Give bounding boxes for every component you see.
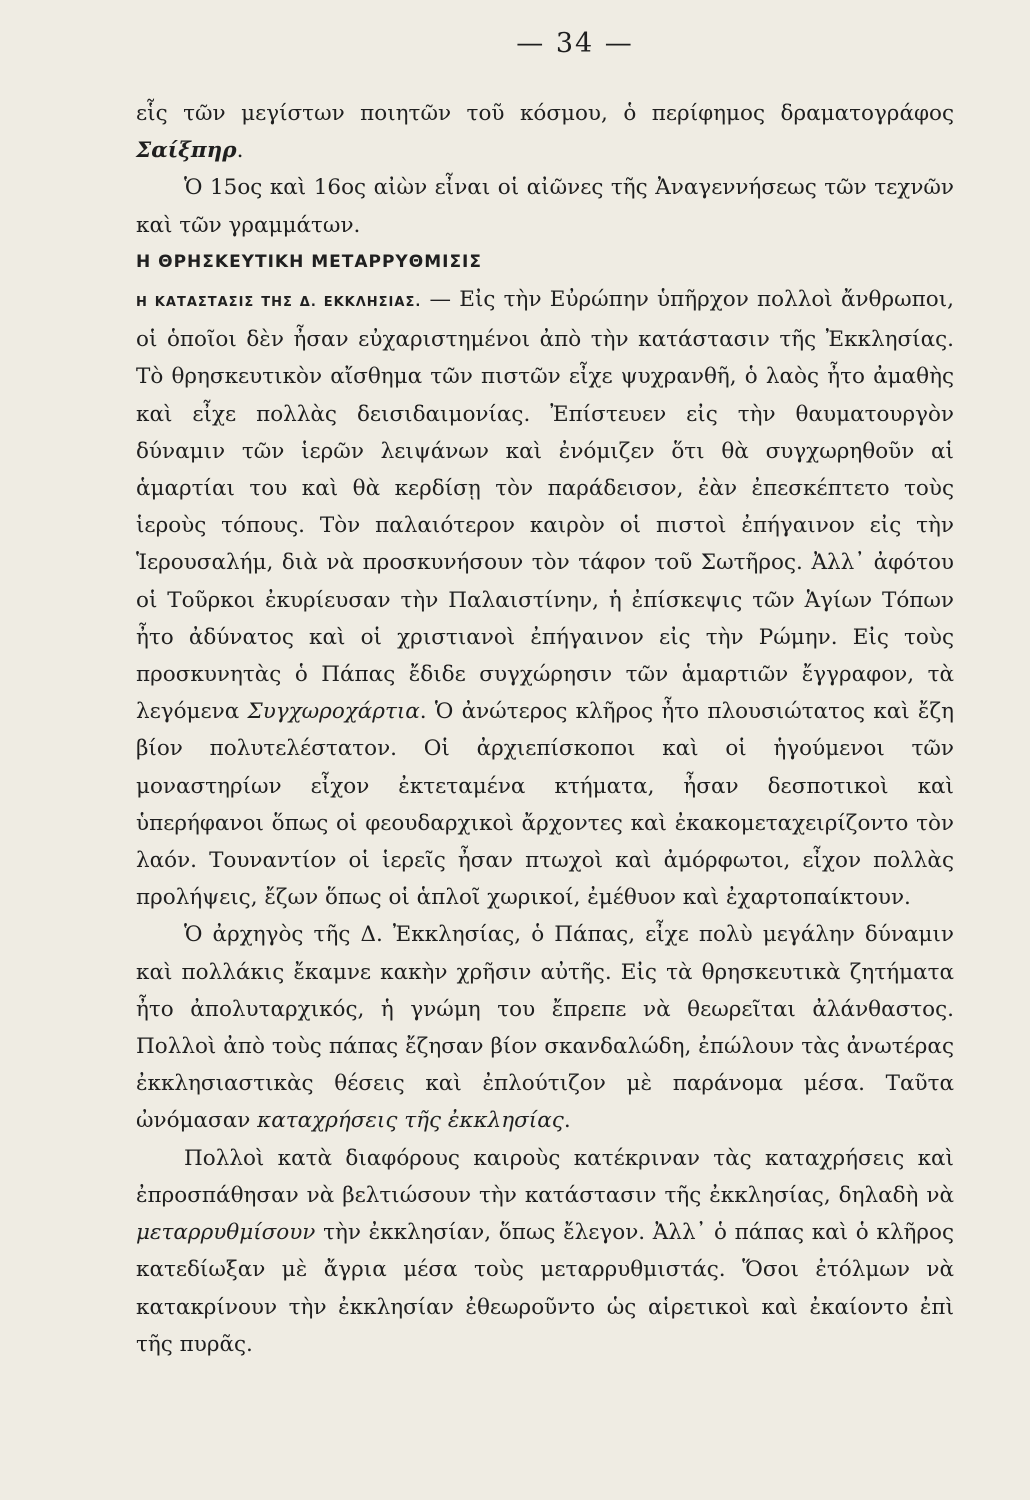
paragraph-text: τὴν ἐκκλησίαν, ὅπως ἔλεγον. Ἀλλ᾽ ὁ πάπας καὶ ὁ κλῆρος κατεδίωξαν μὲ ἄγρια μέσα τοὺς μεταρρυθμιστάς. Ὅσοι ἐτόλμων νὰ κατακρίνουν τὴν ἐκκλησίαν ἐθεωροῦντο ὡς αἱρετικοὶ καὶ ἐκαίοντο ἐπὶ τῆς πυρᾶς. — [136, 1220, 954, 1357]
paragraph-text: . — [563, 1108, 571, 1134]
paragraph-church-state — [136, 281, 954, 916]
paragraph-text: . — [236, 138, 244, 164]
paragraph-pope — [136, 916, 954, 1139]
paragraph-reformers — [136, 1140, 954, 1363]
page-number: — 34 — — [516, 28, 634, 59]
term-indulgences: Συγχωροχάρτια — [247, 699, 420, 725]
paragraph-renaissance: Ὁ 15ος καὶ 16ος αἰὼν εἶναι οἱ αἰῶνες τῆς Ἀναγεννήσεως τῶν τεχνῶν καὶ τῶν γραμμάτων. — [136, 175, 954, 238]
paragraph-text: Πολλοὶ κατὰ διαφόρους καιροὺς κατέκριναν τὰς καταχρήσεις καὶ ἐπροσπάθησαν νὰ βελτιώσουν τὴν κατάστασιν τῆς ἐκκλησίας, δηλαδὴ νὰ — [136, 1145, 954, 1208]
paragraph-text: . Ὁ ἀνώτερος κλῆρος ἦτο πλουσιώτατος καὶ ἔζη βίον πολυτελέστατον. Οἱ ἀρχιεπίσκοποι καὶ οἱ ἡγούμενοι τῶν μοναστηρίων εἶχον ἐκτεταμένα κτήματα, ἦσαν δεσποτικοὶ καὶ ὑπερήφανοι ὅπως οἱ φεουδαρχικοὶ ἄρχοντες καὶ ἐκακομεταχειρίζοντο τὸν λαόν. Τουναντίον οἱ ἱερεῖς ἦσαν πτωχοὶ καὶ ἀμόρφωτοι, εἶχον πολλὰς προλήψεις, ἔζων ὅπως οἱ ἁπλοῖ χωρικοί, ἐμέθυον καὶ ἐχαρτοπαίκτουν. — [136, 699, 954, 911]
term-abuses: καταχρήσεις τῆς ἐκκλησίας — [257, 1108, 564, 1134]
term-reform: μεταρρυθμίσουν — [136, 1220, 316, 1246]
shakespeare-name: Σαίξπηρ — [136, 138, 237, 164]
paragraph-shakespeare — [136, 95, 954, 169]
paragraph-text: — Εἰς τὴν Εὐρώπην ὑπῆρχον πολλοὶ ἄνθρωποι, οἱ ὁποῖοι δὲν ἦσαν εὐχαριστημένοι ἀπὸ τὴν κατάστασιν τῆς Ἐκκλησίας. Τὸ θρησκευτικὸν αἴσθημα τῶν πιστῶν εἶχε ψυχρανθῆ, ὁ λαὸς ἦτο ἀμαθὴς καὶ εἶχε πολλὰς δεισιδαιμονίας. Ἐπίστευεν εἰς τὴν θαυματουργὸν δύναμιν τῶν ἱερῶν λειψάνων καὶ ἐνόμιζεν ὅτι θὰ συγχωρηθοῦν αἱ ἁμαρτίαι του καὶ θὰ κερδίσῃ τὸν παράδεισον, ἐὰν ἐπεσκέπτετο τοὺς ἱεροὺς τόπους. Τὸν παλαιότερον καιρὸν οἱ πιστοὶ ἐπήγαινον εἰς τὴν Ἱερουσαλήμ, διὰ νὰ προσκυνήσουν τὸν τάφον τοῦ Σωτῆρος. Ἀλλ᾽ ἀφότου οἱ Τοῦρκοι ἐκυρίευσαν τὴν Παλαιστίνην, ἡ ἐπίσκεψις τῶν Ἁγίων Τόπων ἦτο ἀδύνατος καὶ οἱ χριστιανοὶ ἐπήγαινον εἰς τὴν Ρώμην. Εἰς τοὺς προσκυνητὰς ὁ Πάπας ἔδιδε συγχώρησιν τῶν ἁμαρτιῶν ἔγγραφον, τὰ λεγόμενα — [136, 287, 954, 725]
paragraph-text: Ὁ ἀρχηγὸς τῆς Δ. Ἐκκλησίας, ὁ Πάπας, εἶχε πολὺ μεγάλην δύναμιν καὶ πολλάκις ἔκαμνε κακὴν χρῆσιν αὐτῆς. Εἰς τὰ θρησκευτικὰ ζητήματα ἦτο ἀπολυταρχικός, ἡ γνώμη του ἔπρεπε νὰ θεωρεῖται ἀλάνθαστος. Πολλοὶ ἀπὸ τοὺς πάπας ἔζησαν βίον σκανδαλώδη, ἐπώλουν τὰς ἀνωτέρας ἐκκλησιαστικὰς θέσεις καὶ ἐπλούτιζον μὲ παράνομα μέσα. Ταῦτα ὠνόμασαν — [136, 922, 954, 1134]
paragraph-text: εἷς τῶν μεγίστων ποιητῶν τοῦ κόσμου, ὁ περίφημος δραματογράφος — [136, 101, 954, 126]
section-heading: Η ΘΡΗΣΚΕΥΤΙΚΗ ΜΕΤΑΡΡΥΘΜΙΣΙΣ — [136, 251, 482, 272]
subsection-heading: Η ΚΑΤΑΣΤΑΣΙΣ ΤΗΣ Δ. ΕΚΚΛΗΣΙΑΣ. — [136, 295, 422, 311]
